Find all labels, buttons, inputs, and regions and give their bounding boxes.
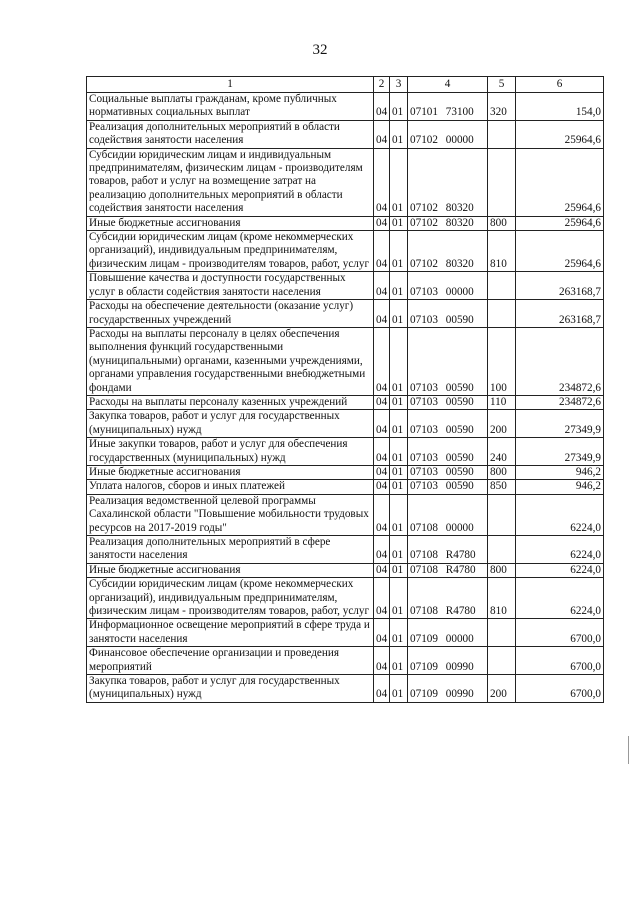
row-subsection: 01 <box>390 327 408 395</box>
row-expense-type <box>488 494 516 535</box>
row-section: 04 <box>374 410 390 438</box>
row-name: Социальные выплаты гражданам, кроме публичных нормативных социальных выплат <box>87 93 374 121</box>
row-subsection: 01 <box>390 120 408 148</box>
row-subsection: 01 <box>390 272 408 300</box>
row-target-code: 07102 80320 <box>408 216 488 230</box>
row-expense-type <box>488 536 516 564</box>
row-name: Повышение качества и доступности государственных услуг в области содействия занятости населения <box>87 272 374 300</box>
table-row <box>87 216 604 230</box>
row-section: 04 <box>374 120 390 148</box>
row-amount: 234872,6 <box>516 395 604 409</box>
row-section: 04 <box>374 148 390 216</box>
table-row <box>87 494 604 535</box>
table-body <box>87 93 604 703</box>
row-expense-type <box>488 120 516 148</box>
row-target-code: 07103 00590 <box>408 395 488 409</box>
row-expense-type <box>488 647 516 675</box>
row-section: 04 <box>374 465 390 479</box>
row-subsection: 01 <box>390 216 408 230</box>
row-target-code: 07103 00590 <box>408 300 488 328</box>
row-name: Информационное освещение мероприятий в сфере труда и занятости населения <box>87 619 374 647</box>
row-subsection: 01 <box>390 465 408 479</box>
row-name: Иные бюджетные ассигнования <box>87 465 374 479</box>
row-amount: 946,2 <box>516 465 604 479</box>
table-row <box>87 148 604 216</box>
row-amount: 27349,9 <box>516 410 604 438</box>
header-col-2: 2 <box>374 77 390 93</box>
row-name: Субсидии юридическим лицам и индивидуальным предпринимателям, физическим лицам - производителям товаров, работ и услуг на возмещение затрат на реализацию дополнительных мероприятий в области содействия занятости населения <box>87 148 374 216</box>
row-expense-type: 800 <box>488 465 516 479</box>
row-section: 04 <box>374 619 390 647</box>
row-amount: 6224,0 <box>516 536 604 564</box>
table-row <box>87 647 604 675</box>
row-target-code: 07102 80320 <box>408 148 488 216</box>
row-name: Иные бюджетные ассигнования <box>87 563 374 577</box>
table-row <box>87 231 604 272</box>
row-amount: 234872,6 <box>516 327 604 395</box>
row-name: Финансовое обеспечение организации и проведения мероприятий <box>87 647 374 675</box>
row-section: 04 <box>374 327 390 395</box>
row-name: Уплата налогов, сборов и иных платежей <box>87 480 374 494</box>
table-row <box>87 438 604 466</box>
row-subsection: 01 <box>390 148 408 216</box>
row-target-code: 07103 00590 <box>408 438 488 466</box>
row-subsection: 01 <box>390 395 408 409</box>
table-row <box>87 675 604 703</box>
row-amount: 25964,6 <box>516 216 604 230</box>
row-amount: 6700,0 <box>516 647 604 675</box>
table-row <box>87 578 604 619</box>
table-row <box>87 327 604 395</box>
row-subsection: 01 <box>390 563 408 577</box>
row-name: Реализация дополнительных мероприятий в области содействия занятости населения <box>87 120 374 148</box>
row-expense-type: 850 <box>488 480 516 494</box>
row-target-code: 07103 00590 <box>408 327 488 395</box>
row-section: 04 <box>374 300 390 328</box>
table-row <box>87 120 604 148</box>
row-subsection: 01 <box>390 494 408 535</box>
row-expense-type: 800 <box>488 216 516 230</box>
scan-mark <box>628 736 629 764</box>
header-col-4: 4 <box>408 77 488 93</box>
table-row <box>87 300 604 328</box>
row-amount: 25964,6 <box>516 148 604 216</box>
row-expense-type: 200 <box>488 675 516 703</box>
row-name: Иные бюджетные ассигнования <box>87 216 374 230</box>
row-subsection: 01 <box>390 619 408 647</box>
row-target-code: 07109 00990 <box>408 675 488 703</box>
page-number: 32 <box>312 42 328 58</box>
row-amount: 6700,0 <box>516 619 604 647</box>
row-amount: 27349,9 <box>516 438 604 466</box>
row-subsection: 01 <box>390 93 408 121</box>
table-row <box>87 480 604 494</box>
row-expense-type: 110 <box>488 395 516 409</box>
row-section: 04 <box>374 536 390 564</box>
row-expense-type: 810 <box>488 231 516 272</box>
row-subsection: 01 <box>390 647 408 675</box>
row-name: Иные закупки товаров, работ и услуг для обеспечения государственных (муниципальных) нужд <box>87 438 374 466</box>
table-row <box>87 536 604 564</box>
table-row <box>87 563 604 577</box>
table-row <box>87 410 604 438</box>
row-section: 04 <box>374 578 390 619</box>
header-col-5: 5 <box>488 77 516 93</box>
row-expense-type <box>488 148 516 216</box>
row-target-code: 07108 R4780 <box>408 536 488 564</box>
row-amount: 6224,0 <box>516 563 604 577</box>
row-amount: 946,2 <box>516 480 604 494</box>
row-target-code: 07103 00590 <box>408 480 488 494</box>
row-target-code: 07109 00000 <box>408 619 488 647</box>
row-section: 04 <box>374 438 390 466</box>
row-amount: 154,0 <box>516 93 604 121</box>
row-subsection: 01 <box>390 480 408 494</box>
row-target-code: 07102 80320 <box>408 231 488 272</box>
header-row <box>87 77 604 93</box>
row-name: Расходы на выплаты персоналу казенных учреждений <box>87 395 374 409</box>
row-subsection: 01 <box>390 675 408 703</box>
row-section: 04 <box>374 216 390 230</box>
row-subsection: 01 <box>390 410 408 438</box>
row-amount: 25964,6 <box>516 231 604 272</box>
row-name: Реализация ведомственной целевой программы Сахалинской области "Повышение мобильности трудовых ресурсов на 2017-2019 годы" <box>87 494 374 535</box>
row-subsection: 01 <box>390 578 408 619</box>
row-section: 04 <box>374 563 390 577</box>
row-expense-type: 240 <box>488 438 516 466</box>
row-target-code: 07103 00590 <box>408 465 488 479</box>
row-expense-type: 800 <box>488 563 516 577</box>
row-subsection: 01 <box>390 231 408 272</box>
table-row <box>87 619 604 647</box>
row-expense-type: 100 <box>488 327 516 395</box>
row-target-code: 07108 R4780 <box>408 578 488 619</box>
row-section: 04 <box>374 93 390 121</box>
row-section: 04 <box>374 647 390 675</box>
row-amount: 6224,0 <box>516 578 604 619</box>
row-amount: 6224,0 <box>516 494 604 535</box>
row-name: Расходы на выплаты персоналу в целях обеспечения выполнения функций государственными (муниципальными) органами, казенными учреждениями, органами управления государственными внебюджетными фондами <box>87 327 374 395</box>
header-col-3: 3 <box>390 77 408 93</box>
table-row <box>87 395 604 409</box>
row-expense-type <box>488 272 516 300</box>
row-name: Закупка товаров, работ и услуг для государственных (муниципальных) нужд <box>87 675 374 703</box>
table-row <box>87 93 604 121</box>
budget-table <box>86 76 604 703</box>
table-row <box>87 465 604 479</box>
row-name: Реализация дополнительных мероприятий в сфере занятости населения <box>87 536 374 564</box>
row-target-code: 07101 73100 <box>408 93 488 121</box>
row-section: 04 <box>374 395 390 409</box>
header-col-1: 1 <box>87 77 374 93</box>
table-row <box>87 272 604 300</box>
row-subsection: 01 <box>390 438 408 466</box>
row-section: 04 <box>374 231 390 272</box>
row-section: 04 <box>374 675 390 703</box>
row-section: 04 <box>374 272 390 300</box>
row-target-code: 07103 00000 <box>408 272 488 300</box>
row-expense-type: 810 <box>488 578 516 619</box>
row-amount: 25964,6 <box>516 120 604 148</box>
row-subsection: 01 <box>390 300 408 328</box>
row-name: Закупка товаров, работ и услуг для государственных (муниципальных) нужд <box>87 410 374 438</box>
row-amount: 6700,0 <box>516 675 604 703</box>
row-target-code: 07108 00000 <box>408 494 488 535</box>
row-expense-type: 320 <box>488 93 516 121</box>
row-amount: 263168,7 <box>516 272 604 300</box>
row-expense-type <box>488 300 516 328</box>
row-name: Расходы на обеспечение деятельности (оказание услуг) государственных учреждений <box>87 300 374 328</box>
row-expense-type: 200 <box>488 410 516 438</box>
row-expense-type <box>488 619 516 647</box>
row-target-code: 07103 00590 <box>408 410 488 438</box>
row-section: 04 <box>374 480 390 494</box>
row-target-code: 07102 00000 <box>408 120 488 148</box>
row-amount: 263168,7 <box>516 300 604 328</box>
row-name: Субсидии юридическим лицам (кроме некоммерческих организаций), индивидуальным предпринимателям, физическим лицам - производителям товаров, работ, услуг <box>87 231 374 272</box>
row-section: 04 <box>374 494 390 535</box>
row-target-code: 07109 00990 <box>408 647 488 675</box>
row-subsection: 01 <box>390 536 408 564</box>
row-target-code: 07108 R4780 <box>408 563 488 577</box>
row-name: Субсидии юридическим лицам (кроме некоммерческих организаций), индивидуальным предпринимателям, физическим лицам - производителям товаров, работ, услуг <box>87 578 374 619</box>
header-col-6: 6 <box>516 77 604 93</box>
